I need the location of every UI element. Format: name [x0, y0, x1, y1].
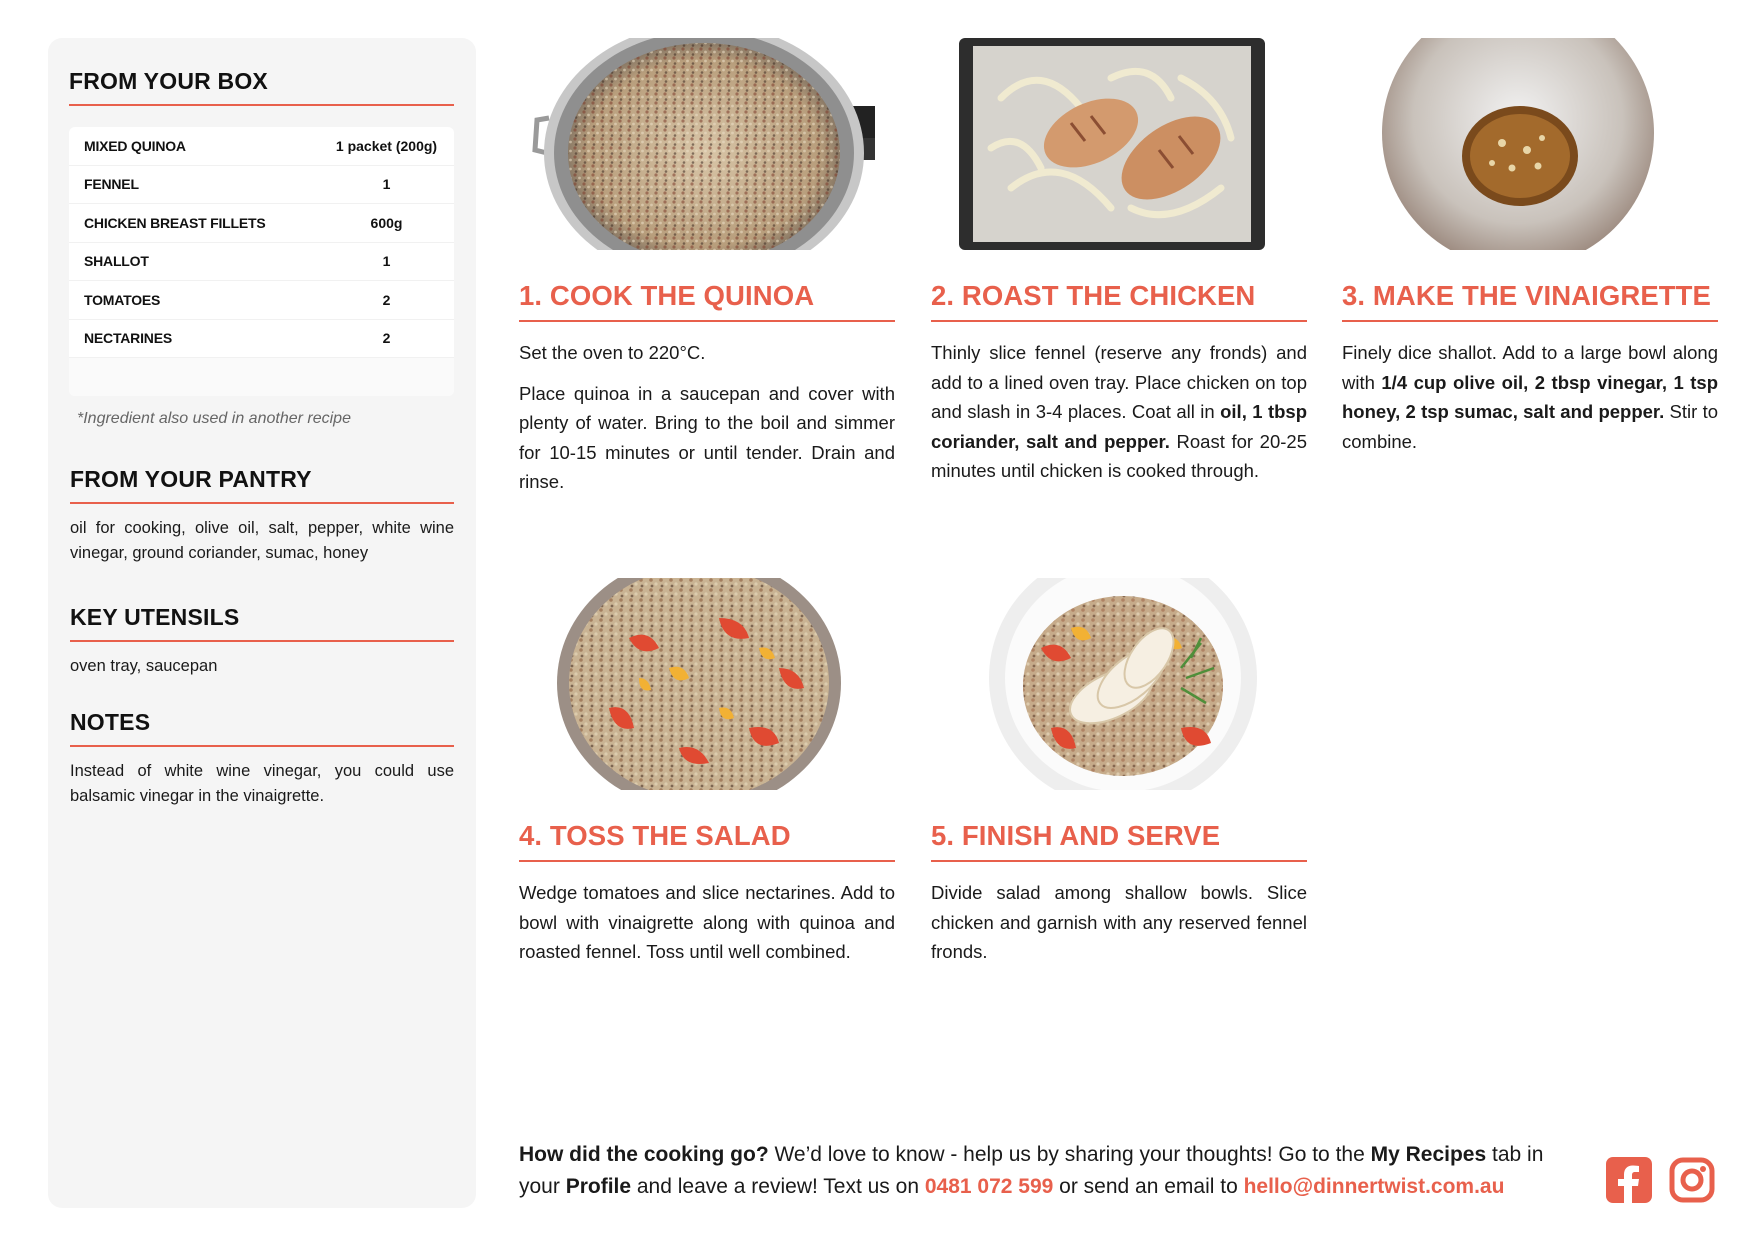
step-5	[931, 578, 1307, 978]
table-row	[69, 204, 454, 243]
step-5-body	[931, 878, 1307, 967]
utensils-text: oven tray, saucepan	[70, 657, 218, 675]
step-2-text-bold: oil, 1 tbsp coriander, salt and pepper.	[931, 401, 1307, 452]
notes-section	[69, 709, 454, 809]
step-2-title: 2. ROAST THE CHICKEN	[931, 280, 1307, 322]
step-4	[519, 578, 895, 978]
ingredient-quantity: 2	[382, 330, 391, 347]
step-2	[931, 38, 1307, 497]
utensils-heading: KEY UTENSILS	[70, 604, 454, 642]
pantry-heading: FROM YOUR PANTRY	[70, 466, 454, 504]
table-row	[69, 127, 454, 166]
table-row	[69, 320, 454, 359]
table-row	[69, 281, 454, 320]
utensils-section	[69, 604, 454, 679]
phone-link[interactable]: 0481 072 599	[924, 1174, 1054, 1198]
vinaigrette-bowl-image	[1342, 38, 1718, 250]
ingredient-quantity: 1	[382, 253, 391, 270]
plated-salad-image	[931, 578, 1307, 790]
table-row-empty	[69, 358, 454, 396]
instagram-icon[interactable]	[1669, 1157, 1715, 1203]
step-2-text-a: Thinly slice fennel (reserve any fronds) and add to a lined oven tray. Place chicken on top and slash in 3-4 places. Coat all in	[931, 342, 1307, 422]
step-4-body	[519, 878, 895, 967]
notes-heading: NOTES	[70, 709, 454, 747]
ingredient-name: NECTARINES	[84, 330, 172, 347]
step-1-text: Place quinoa in a saucepan and cover with plenty of water. Bring to the boil and simmer for 10-15 minutes or until tender. Drain and rinse.	[519, 382, 895, 492]
step-3-text	[1342, 338, 1718, 456]
ingredient-footnote: *Ingredient also used in another recipe	[77, 410, 351, 427]
step-4-title: 4. TOSS THE SALAD	[519, 820, 895, 862]
step-3-title: 3. MAKE THE VINAIGRETTE	[1342, 280, 1718, 322]
step-3	[1342, 38, 1718, 467]
step-3-body	[1342, 338, 1718, 456]
notes-text: Instead of white wine vinegar, you could use balsamic vinegar in the vinaigrette.	[70, 762, 454, 805]
step-1-title: 1. COOK THE QUINOA	[519, 280, 895, 322]
step-1-text: Set the oven to 220°C.	[519, 342, 706, 363]
review-question: How did the cooking go?	[519, 1143, 769, 1166]
ingredient-quantity: 1	[382, 176, 391, 193]
ingredient-name: MIXED QUINOA	[84, 137, 186, 154]
step-5-text: Divide salad among shallow bowls. Slice chicken and garnish with any reserved fennel fronds.	[931, 882, 1307, 962]
email-link[interactable]: hello@dinnertwist.com.au	[1243, 1174, 1505, 1198]
quinoa-saucepan-image	[519, 38, 895, 250]
step-5-title: 5. FINISH AND SERVE	[931, 820, 1307, 862]
ingredient-name: TOMATOES	[84, 291, 161, 308]
review-text: and leave a review! Text us on	[631, 1174, 925, 1198]
roast-chicken-tray-image	[931, 38, 1307, 250]
step-2-body	[931, 338, 1307, 486]
ingredients-panel	[48, 38, 476, 1208]
step-1-body	[519, 338, 895, 497]
step-2-text-b: Roast for 20-25 minutes until chicken is cooked through.	[931, 430, 1307, 481]
ingredient-quantity: 2	[382, 291, 391, 308]
ingredients-table	[69, 127, 454, 396]
ingredient-name: FENNEL	[84, 176, 139, 193]
ingredient-name: CHICKEN BREAST FILLETS	[84, 214, 266, 231]
ingredient-name: SHALLOT	[84, 253, 149, 270]
my-recipes-label: My Recipes	[1370, 1143, 1487, 1166]
step-3-text-bold: 1/4 cup olive oil, 2 tbsp vinegar, 1 tsp honey, 2 tsp sumac, salt and pepper.	[1342, 371, 1718, 422]
review-text: tab in your	[519, 1143, 1544, 1198]
profile-label: Profile	[565, 1174, 632, 1198]
review-text: or send an email to	[1053, 1174, 1244, 1198]
review-text: We’d love to know - help us by sharing your thoughts! Go to the	[768, 1143, 1371, 1166]
table-row	[69, 243, 454, 282]
pantry-text: oil for cooking, olive oil, salt, pepper, white wine vinegar, ground coriander, sumac, honey	[70, 519, 454, 562]
step-3-text-b: Stir to combine.	[1342, 401, 1718, 452]
pantry-section	[69, 466, 454, 566]
table-row	[69, 166, 454, 205]
step-2-text	[931, 338, 1307, 486]
step-4-text: Wedge tomatoes and slice nectarines. Add to bowl with vinaigrette along with quinoa and roasted fennel. Toss until well combined.	[519, 882, 895, 962]
from-your-box-heading: FROM YOUR BOX	[69, 68, 454, 106]
facebook-icon[interactable]	[1606, 1157, 1652, 1203]
review-prompt	[519, 1139, 1584, 1202]
step-1	[519, 38, 895, 508]
step-3-text-a: Finely dice shallot. Add to a large bowl along with	[1342, 342, 1718, 393]
tossed-salad-bowl-image	[519, 578, 895, 790]
ingredient-quantity: 1 packet (200g)	[335, 137, 438, 154]
ingredient-quantity: 600g	[370, 214, 403, 231]
